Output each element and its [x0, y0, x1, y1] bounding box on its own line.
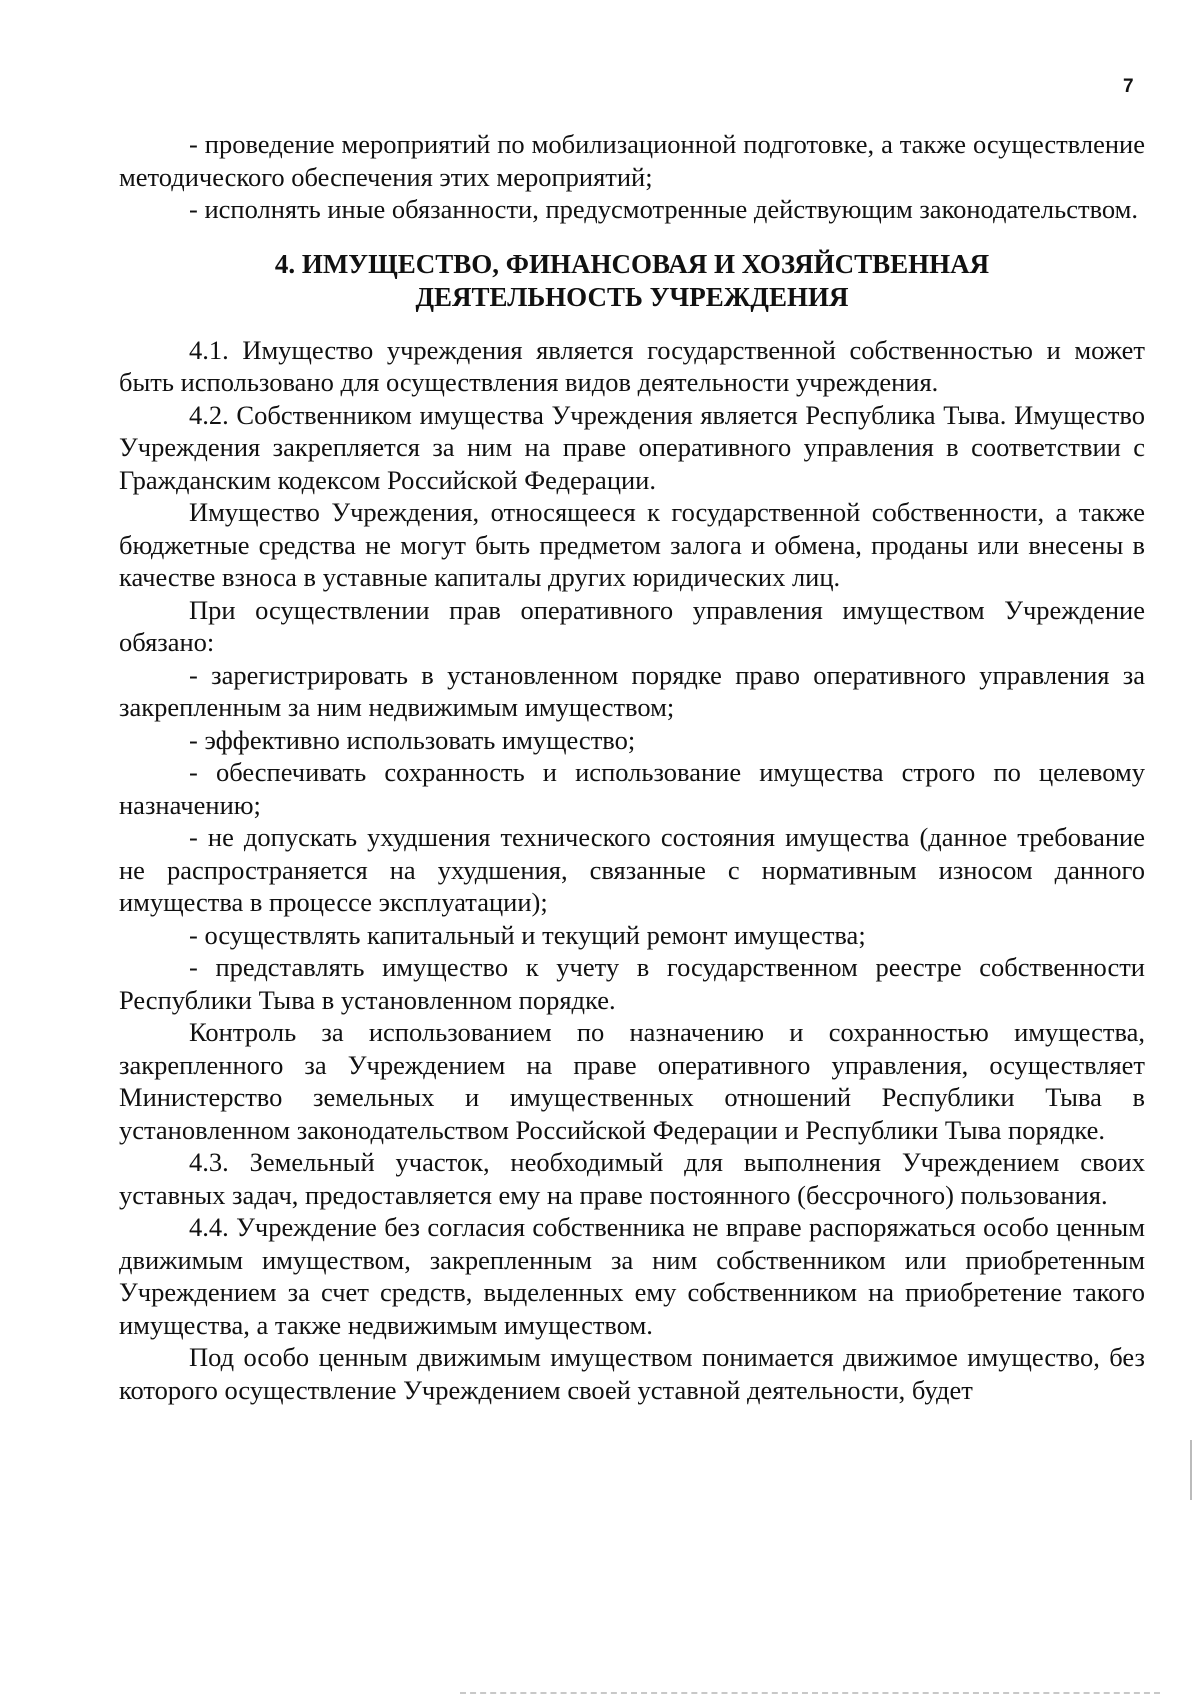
intro-item-mobilization: - проведение мероприятий по мобилизационной подготовке, а также осуществление методического обеспечения этих мероприятий;	[119, 129, 1145, 192]
section-heading-line-1: 4. ИМУЩЕСТВО, ФИНАНСОВАЯ И ХОЗЯЙСТВЕННАЯ	[274, 248, 990, 279]
obligation-registry: - представлять имущество к учету в государственном реестре собственности Республики Тыва в установленном порядке.	[119, 952, 1145, 1015]
section-heading-line-2: ДЕЯТЕЛЬНОСТЬ УЧРЕЖДЕНИЯ	[415, 281, 849, 312]
paragraph-state-property: Имущество Учреждения, относящееся к государственной собственности, а также бюджетные средства не могут быть предметом залога и обмена, проданы или внесены в качестве взноса в уставные капиталы других юридических лиц.	[119, 497, 1145, 592]
paragraph-4-4: 4.4. Учреждение без согласия собственника не вправе распоряжаться особо ценным движимым имуществом, закрепленным за ним собственником или приобретенным Учреждением за счет средств, выделенных ему собственником на приобретение такого имущества, а также недвижимым имуществом.	[119, 1212, 1145, 1340]
scan-margin-mark	[1190, 1440, 1192, 1500]
paragraph-valuable-property: Под особо ценным движимым имуществом понимается движимое имущество, без которого осуществление Учреждением своей уставной деятельности, будет	[119, 1342, 1145, 1405]
paragraph-obligations-intro: При осуществлении прав оперативного управления имуществом Учреждение обязано:	[119, 594, 1145, 657]
intro-item-other-duties: - исполнять иные обязанности, предусмотренные действующим законодательством.	[189, 194, 1139, 224]
document-body	[119, 128, 1145, 1406]
paragraph-4-3: 4.3. Земельный участок, необходимый для выполнения Учреждением своих уставных задач, предоставляется ему на праве постоянного (бессрочного) пользования.	[119, 1147, 1145, 1210]
obligation-register: - зарегистрировать в установленном порядке право оперативного управления за закрепленным за ним недвижимым имуществом;	[119, 659, 1145, 722]
obligation-use-effectively: - эффективно использовать имущество;	[189, 724, 636, 755]
paragraph-4-2: 4.2. Собственником имущества Учреждения является Республика Тыва. Имущество Учреждения закрепляется за ним на праве оперативного управления в соответствии с Гражданским кодексом Российской Федерации.	[119, 399, 1145, 495]
obligation-preserve: - обеспечивать сохранность и использование имущества строго по целевому назначению;	[119, 757, 1145, 820]
obligation-repair: - осуществлять капитальный и текущий ремонт имущества;	[189, 919, 866, 950]
section-heading	[119, 248, 1145, 314]
paragraph-4-1: 4.1. Имущество учреждения является государственной собственностью и может быть использовано для осуществления видов деятельности учреждения.	[119, 334, 1145, 397]
page-number: 7	[1123, 76, 1134, 97]
paragraph-control: Контроль за использованием по назначению и сохранностью имущества, закрепленного за Учреждением на праве оперативного управления, осуществляет Министерство земельных и имущественных отношений Республики Тыва в установленном законодательством Российской Федерации и Республики Тыва порядке.	[119, 1017, 1145, 1145]
obligation-no-deterioration: - не допускать ухудшения технического состояния имущества (данное требование не распространяется на ухудшения, связанные с нормативным износом данного имущества в процессе эксплуатации);	[119, 822, 1145, 917]
scan-bottom-edge	[460, 1692, 1160, 1696]
